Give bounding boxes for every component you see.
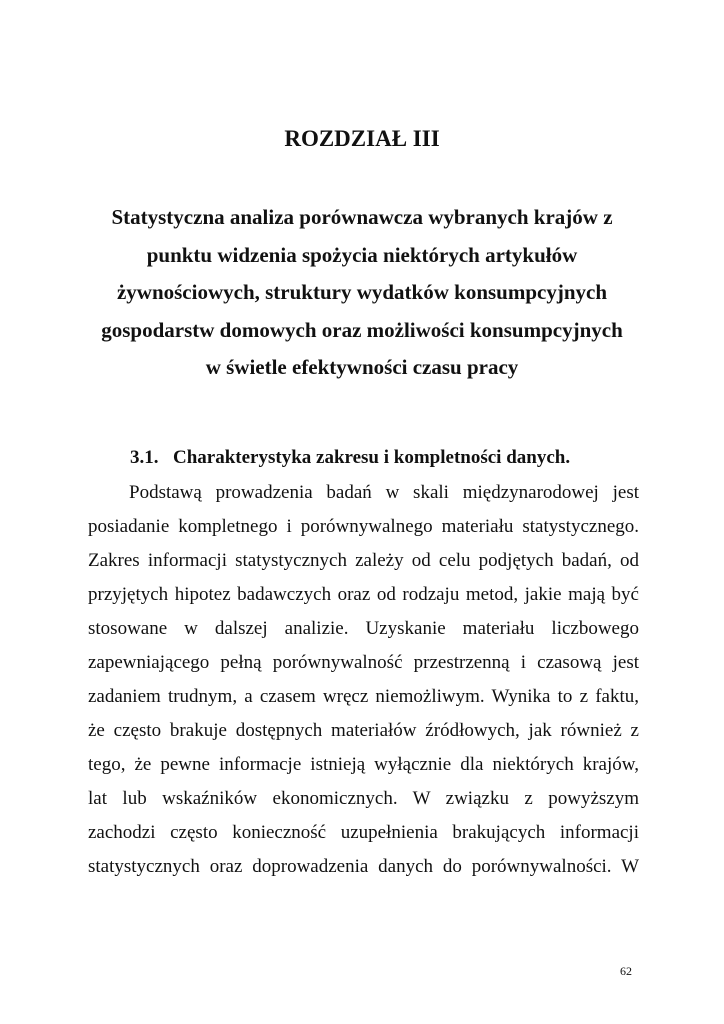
section-heading — [130, 445, 570, 471]
paragraph-line: tego, że pewne informacje istnieją wyłącznie dla niektórych krajów, — [88, 754, 639, 775]
paragraph-line: lat lub wskaźników ekonomicznych. W związku z powyższym — [88, 788, 639, 809]
section-number: 3.1. — [130, 447, 159, 468]
subtitle-line: gospodarstw domowych oraz możliwości konsumpcyjnych — [101, 317, 623, 342]
paragraph-line: posiadanie kompletnego i porównywalnego materiału statystycznego. — [88, 516, 639, 537]
paragraph-line: stosowane w dalszej analizie. Uzyskanie materiału liczbowego — [88, 618, 639, 639]
paragraph-line: przyjętych hipotez badawczych oraz od rodzaju metod, jakie mają być — [88, 584, 639, 605]
page-number: 62 — [620, 964, 632, 978]
chapter-title: ROZDZIAŁ III — [284, 126, 440, 151]
paragraph-line: statystycznych oraz doprowadzenia danych do porównywalności. W — [88, 856, 639, 877]
chapter-subtitle — [84, 199, 640, 387]
paragraph-line: zachodzi często konieczność uzupełnienia brakujących informacji — [88, 822, 639, 843]
paragraph-line: Zakres informacji statystycznych zależy od celu podjętych badań, od — [88, 550, 639, 571]
body-paragraph — [88, 476, 639, 884]
paragraph-line: Podstawą prowadzenia badań w skali międzynarodowej jest — [129, 482, 639, 503]
subtitle-line: w świetle efektywności czasu pracy — [205, 355, 519, 379]
section-title: Charakterystyka zakresu i kompletności danych. — [173, 447, 571, 468]
paragraph-line: zadaniem trudnym, a czasem wręcz niemożliwym. Wynika to z faktu, — [88, 686, 639, 707]
subtitle-line: Statystyczna analiza porównawcza wybranych krajów z — [111, 205, 613, 229]
paragraph-line: że często brakuje dostępnych materiałów źródłowych, jak również z — [88, 720, 639, 741]
subtitle-line: punktu widzenia spożycia niektórych artykułów — [146, 242, 578, 267]
subtitle-line: żywnościowych, struktury wydatków konsumpcyjnych — [116, 280, 608, 304]
paragraph-line: zapewniającego pełną porównywalność przestrzenną i czasową jest — [88, 652, 639, 673]
